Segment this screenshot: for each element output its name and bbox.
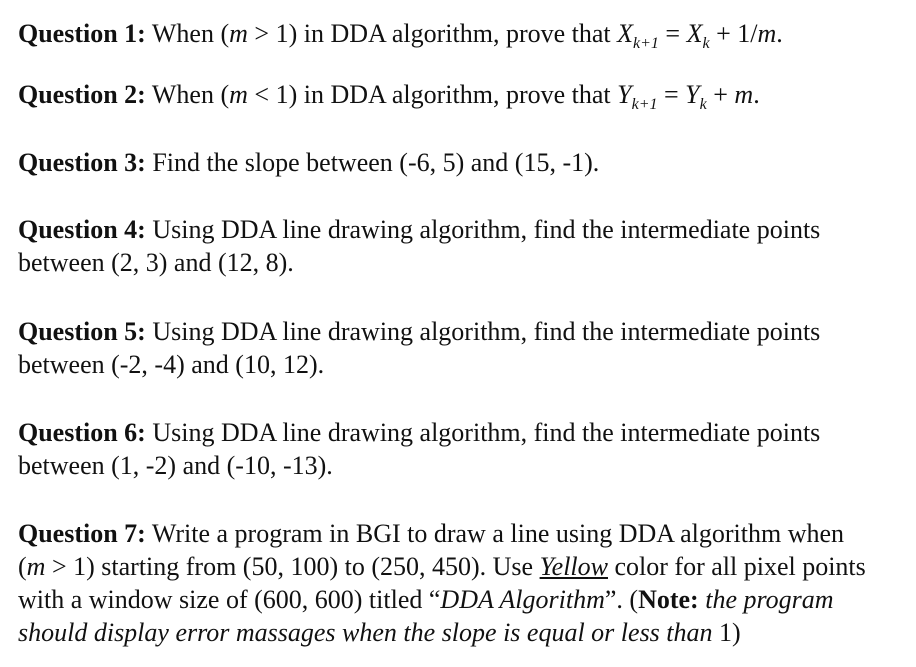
question-2-rhs-sub: k — [699, 96, 707, 113]
question-1-rhs-tail: + 1/ — [709, 19, 758, 48]
question-2-m: m — [229, 80, 248, 109]
question-7-window-title: DDA Algorithm — [440, 585, 605, 614]
question-2-text-a: When ( — [151, 80, 230, 109]
question-1-m: m — [229, 19, 248, 48]
question-1-text-a: When ( — [151, 19, 230, 48]
question-7-line-2-b: > 1) starting from (50, 100) to (250, 450). Use — [45, 552, 540, 581]
question-7-line-1: Write a program in BGI to draw a line using DDA algorithm when — [151, 519, 845, 548]
question-7-line-3-a: with a window size of (600, 600) titled “ — [18, 585, 441, 614]
question-1-rhs-m: m — [757, 19, 777, 48]
question-5-label: Question 5: — [18, 317, 146, 346]
question-2 — [18, 78, 908, 121]
question-7-line-3-b: ”. ( — [604, 585, 639, 614]
question-7-line-3-c: the program — [698, 585, 834, 614]
question-2-rhs-m: m — [734, 80, 754, 109]
question-2-lhs-sub: k+1 — [631, 96, 658, 113]
question-1-eq: = — [658, 19, 687, 48]
question-3-text: Find the slope between (-6, 5) and (15, -1). — [152, 148, 600, 177]
question-1-lhs-sub: k+1 — [633, 35, 659, 52]
question-1-lhs-var: X — [617, 19, 634, 48]
question-2-lhs-var: Y — [617, 80, 632, 109]
question-2-eq: = — [657, 80, 686, 109]
question-6-line-1: Using DDA line drawing algorithm, find the intermediate points — [152, 418, 821, 447]
question-2-rhs-tail: + — [706, 80, 735, 109]
question-3 — [18, 146, 908, 179]
question-6 — [18, 416, 908, 482]
question-2-label: Question 2: — [18, 80, 146, 109]
question-4-label: Question 4: — [18, 215, 146, 244]
question-3-label: Question 3: — [18, 148, 146, 177]
question-5 — [18, 315, 908, 381]
question-6-line-2: between (1, -2) and (-10, -13). — [18, 451, 333, 480]
question-5-line-1: Using DDA line drawing algorithm, find the intermediate points — [152, 317, 821, 346]
question-7-line-4-end: 1) — [712, 618, 741, 647]
question-7-line-4: should display error massages when the slope is equal or less than — [18, 618, 713, 647]
question-7-label: Question 7: — [18, 519, 146, 548]
question-1-rhs-var: X — [686, 19, 703, 48]
question-1-rel: > 1) in DDA algorithm, prove that — [247, 19, 618, 48]
question-7 — [18, 517, 908, 649]
question-4-line-2: between (2, 3) and (12, 8). — [18, 248, 294, 277]
question-5-line-2: between (-2, -4) and (10, 12). — [18, 350, 325, 379]
question-6-label: Question 6: — [18, 418, 146, 447]
question-2-rhs-var: Y — [685, 80, 700, 109]
question-7-line-2-c: color for all pixel points — [608, 552, 866, 581]
question-7-m: m — [26, 552, 46, 581]
question-1 — [18, 17, 908, 60]
question-2-end: . — [753, 80, 760, 109]
question-2-rel: < 1) in DDA algorithm, prove that — [247, 80, 618, 109]
question-7-yellow-word: Yellow — [539, 552, 608, 581]
question-4-line-1: Using DDA line drawing algorithm, find the intermediate points — [152, 215, 821, 244]
question-1-rhs-sub: k — [702, 35, 710, 52]
question-7-note-label: Note: — [638, 585, 699, 614]
question-4 — [18, 213, 908, 279]
question-7-line-2-a: ( — [18, 552, 27, 581]
question-1-label: Question 1: — [18, 19, 146, 48]
question-1-end: . — [776, 19, 783, 48]
